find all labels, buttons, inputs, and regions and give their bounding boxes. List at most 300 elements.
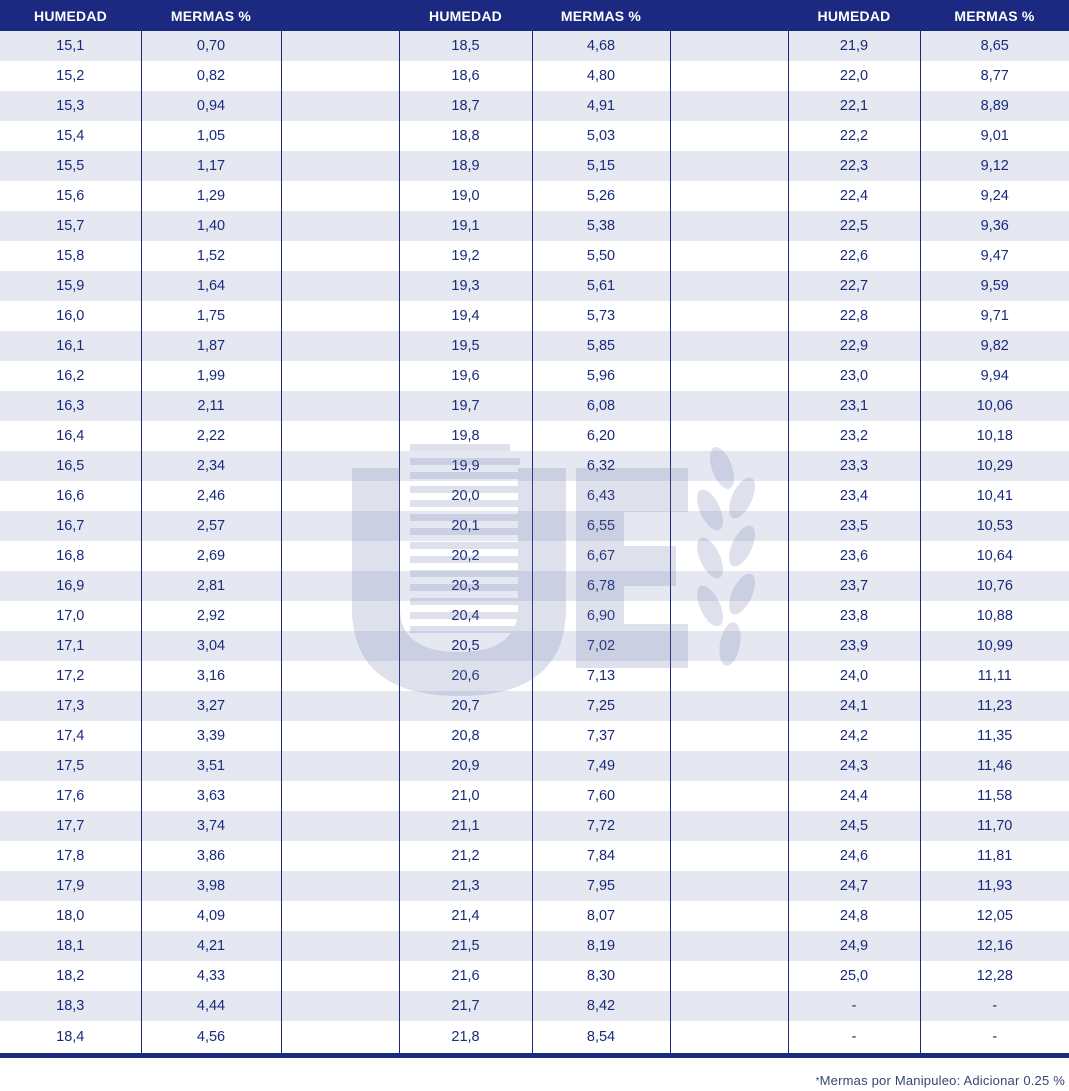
cell-mermas-1: 1,64 bbox=[141, 271, 281, 301]
cell-humedad-2: 21,2 bbox=[399, 841, 532, 871]
table-row bbox=[0, 481, 1069, 511]
spacer-cell-1 bbox=[281, 181, 399, 211]
cell-mermas-1: 2,22 bbox=[141, 421, 281, 451]
cell-humedad-2: 21,0 bbox=[399, 781, 532, 811]
spacer-cell-1 bbox=[281, 271, 399, 301]
cell-mermas-2: 4,68 bbox=[532, 31, 670, 61]
table-row bbox=[0, 751, 1069, 781]
cell-humedad-3: 22,1 bbox=[788, 91, 920, 121]
table-row bbox=[0, 211, 1069, 241]
table-row bbox=[0, 361, 1069, 391]
table-row bbox=[0, 721, 1069, 751]
cell-mermas-3: 9,01 bbox=[920, 121, 1069, 151]
cell-mermas-2: 7,95 bbox=[532, 871, 670, 901]
cell-humedad-3: 24,2 bbox=[788, 721, 920, 751]
cell-mermas-1: 3,27 bbox=[141, 691, 281, 721]
cell-humedad-2: 21,8 bbox=[399, 1021, 532, 1055]
table-row bbox=[0, 301, 1069, 331]
cell-mermas-3: 10,41 bbox=[920, 481, 1069, 511]
cell-humedad-1: 18,2 bbox=[0, 961, 141, 991]
cell-humedad-3: 23,7 bbox=[788, 571, 920, 601]
spacer-cell-2 bbox=[670, 811, 788, 841]
spacer-cell-2 bbox=[670, 61, 788, 91]
spacer-cell-2 bbox=[670, 391, 788, 421]
spacer-cell-2 bbox=[670, 931, 788, 961]
cell-mermas-3: 8,89 bbox=[920, 91, 1069, 121]
cell-mermas-1: 1,87 bbox=[141, 331, 281, 361]
cell-humedad-3: 24,7 bbox=[788, 871, 920, 901]
cell-humedad-1: 17,6 bbox=[0, 781, 141, 811]
cell-humedad-1: 16,4 bbox=[0, 421, 141, 451]
cell-mermas-3: 9,36 bbox=[920, 211, 1069, 241]
cell-humedad-3: 24,3 bbox=[788, 751, 920, 781]
table-row bbox=[0, 241, 1069, 271]
table-row bbox=[0, 31, 1069, 61]
table-row bbox=[0, 841, 1069, 871]
cell-humedad-2: 19,0 bbox=[399, 181, 532, 211]
cell-mermas-2: 6,55 bbox=[532, 511, 670, 541]
column-header-mermas-1: MERMAS % bbox=[141, 0, 281, 31]
cell-mermas-1: 3,51 bbox=[141, 751, 281, 781]
table-row bbox=[0, 781, 1069, 811]
table-row bbox=[0, 421, 1069, 451]
cell-humedad-1: 17,4 bbox=[0, 721, 141, 751]
cell-humedad-2: 19,5 bbox=[399, 331, 532, 361]
cell-humedad-1: 16,0 bbox=[0, 301, 141, 331]
cell-humedad-3: 22,0 bbox=[788, 61, 920, 91]
cell-humedad-3: 22,2 bbox=[788, 121, 920, 151]
cell-mermas-2: 7,60 bbox=[532, 781, 670, 811]
cell-mermas-3: 10,18 bbox=[920, 421, 1069, 451]
table-row bbox=[0, 181, 1069, 211]
spacer-cell-1 bbox=[281, 361, 399, 391]
spacer-cell-1 bbox=[281, 91, 399, 121]
cell-mermas-1: 2,81 bbox=[141, 571, 281, 601]
spacer-cell-2 bbox=[670, 271, 788, 301]
table-row bbox=[0, 571, 1069, 601]
cell-humedad-1: 15,5 bbox=[0, 151, 141, 181]
spacer-cell-2 bbox=[670, 241, 788, 271]
cell-humedad-2: 21,6 bbox=[399, 961, 532, 991]
cell-humedad-2: 20,7 bbox=[399, 691, 532, 721]
cell-humedad-2: 20,0 bbox=[399, 481, 532, 511]
table-row bbox=[0, 451, 1069, 481]
spacer-cell-2 bbox=[670, 841, 788, 871]
spacer-cell-1 bbox=[281, 301, 399, 331]
cell-humedad-2: 20,9 bbox=[399, 751, 532, 781]
cell-humedad-3: 24,6 bbox=[788, 841, 920, 871]
cell-humedad-2: 18,6 bbox=[399, 61, 532, 91]
cell-humedad-1: 17,0 bbox=[0, 601, 141, 631]
column-header-spacer-2 bbox=[670, 0, 788, 31]
spacer-cell-1 bbox=[281, 901, 399, 931]
table-row bbox=[0, 61, 1069, 91]
cell-mermas-3: 11,46 bbox=[920, 751, 1069, 781]
cell-mermas-2: 8,42 bbox=[532, 991, 670, 1021]
cell-humedad-2: 18,9 bbox=[399, 151, 532, 181]
spacer-cell-2 bbox=[670, 451, 788, 481]
column-header-humedad-2: HUMEDAD bbox=[399, 0, 532, 31]
cell-mermas-3: 8,77 bbox=[920, 61, 1069, 91]
cell-mermas-3: 12,05 bbox=[920, 901, 1069, 931]
spacer-cell-1 bbox=[281, 121, 399, 151]
spacer-cell-2 bbox=[670, 721, 788, 751]
spacer-cell-2 bbox=[670, 571, 788, 601]
cell-humedad-3: 23,0 bbox=[788, 361, 920, 391]
table-row bbox=[0, 121, 1069, 151]
spacer-cell-1 bbox=[281, 31, 399, 61]
spacer-cell-1 bbox=[281, 1021, 399, 1055]
cell-mermas-2: 4,91 bbox=[532, 91, 670, 121]
cell-humedad-2: 19,2 bbox=[399, 241, 532, 271]
cell-humedad-2: 20,3 bbox=[399, 571, 532, 601]
cell-mermas-3: 9,94 bbox=[920, 361, 1069, 391]
column-header-mermas-2: MERMAS % bbox=[532, 0, 670, 31]
cell-humedad-3: 24,1 bbox=[788, 691, 920, 721]
cell-mermas-1: 1,05 bbox=[141, 121, 281, 151]
cell-humedad-1: 15,8 bbox=[0, 241, 141, 271]
footnote-text: Mermas por Manipuleo: Adicionar 0.25 % bbox=[819, 1073, 1065, 1088]
cell-mermas-3: 9,59 bbox=[920, 271, 1069, 301]
cell-humedad-3: 23,5 bbox=[788, 511, 920, 541]
cell-mermas-1: 3,86 bbox=[141, 841, 281, 871]
cell-humedad-1: 15,1 bbox=[0, 31, 141, 61]
cell-humedad-1: 16,7 bbox=[0, 511, 141, 541]
spacer-cell-2 bbox=[670, 121, 788, 151]
table-row bbox=[0, 901, 1069, 931]
cell-humedad-1: 16,9 bbox=[0, 571, 141, 601]
spacer-cell-2 bbox=[670, 511, 788, 541]
cell-mermas-3: 10,06 bbox=[920, 391, 1069, 421]
cell-humedad-2: 20,8 bbox=[399, 721, 532, 751]
cell-mermas-2: 6,78 bbox=[532, 571, 670, 601]
cell-humedad-2: 18,5 bbox=[399, 31, 532, 61]
cell-humedad-2: 19,3 bbox=[399, 271, 532, 301]
spacer-cell-2 bbox=[670, 361, 788, 391]
cell-humedad-1: 15,2 bbox=[0, 61, 141, 91]
cell-humedad-1: 16,6 bbox=[0, 481, 141, 511]
table-row bbox=[0, 511, 1069, 541]
cell-humedad-3: 23,4 bbox=[788, 481, 920, 511]
cell-mermas-3: 10,29 bbox=[920, 451, 1069, 481]
cell-mermas-1: 3,98 bbox=[141, 871, 281, 901]
cell-humedad-1: 15,9 bbox=[0, 271, 141, 301]
cell-humedad-1: 18,4 bbox=[0, 1021, 141, 1055]
spacer-cell-1 bbox=[281, 151, 399, 181]
cell-mermas-2: 7,13 bbox=[532, 661, 670, 691]
cell-mermas-3: - bbox=[920, 991, 1069, 1021]
cell-mermas-1: 1,29 bbox=[141, 181, 281, 211]
cell-humedad-1: 17,5 bbox=[0, 751, 141, 781]
cell-mermas-2: 7,37 bbox=[532, 721, 670, 751]
column-header-humedad-3: HUMEDAD bbox=[788, 0, 920, 31]
cell-humedad-1: 17,2 bbox=[0, 661, 141, 691]
spacer-cell-1 bbox=[281, 61, 399, 91]
cell-humedad-2: 19,7 bbox=[399, 391, 532, 421]
spacer-cell-2 bbox=[670, 421, 788, 451]
cell-mermas-1: 1,17 bbox=[141, 151, 281, 181]
cell-mermas-1: 1,99 bbox=[141, 361, 281, 391]
cell-mermas-2: 6,20 bbox=[532, 421, 670, 451]
spacer-cell-1 bbox=[281, 661, 399, 691]
cell-humedad-3: 23,2 bbox=[788, 421, 920, 451]
spacer-cell-1 bbox=[281, 871, 399, 901]
cell-humedad-3: 24,5 bbox=[788, 811, 920, 841]
cell-mermas-3: 11,11 bbox=[920, 661, 1069, 691]
cell-mermas-1: 2,46 bbox=[141, 481, 281, 511]
cell-humedad-2: 20,5 bbox=[399, 631, 532, 661]
cell-mermas-2: 8,30 bbox=[532, 961, 670, 991]
cell-mermas-2: 6,08 bbox=[532, 391, 670, 421]
cell-humedad-3: 22,9 bbox=[788, 331, 920, 361]
cell-humedad-1: 16,3 bbox=[0, 391, 141, 421]
table-row bbox=[0, 601, 1069, 631]
table-row bbox=[0, 1021, 1069, 1055]
spacer-cell-2 bbox=[670, 211, 788, 241]
cell-humedad-3: 22,7 bbox=[788, 271, 920, 301]
table-row bbox=[0, 631, 1069, 661]
table-row bbox=[0, 871, 1069, 901]
cell-mermas-2: 5,15 bbox=[532, 151, 670, 181]
cell-mermas-2: 5,73 bbox=[532, 301, 670, 331]
spacer-cell-2 bbox=[670, 991, 788, 1021]
table-row bbox=[0, 391, 1069, 421]
footnote bbox=[816, 1073, 1065, 1088]
cell-mermas-1: 4,09 bbox=[141, 901, 281, 931]
cell-humedad-1: 17,7 bbox=[0, 811, 141, 841]
spacer-cell-2 bbox=[670, 781, 788, 811]
cell-humedad-2: 19,6 bbox=[399, 361, 532, 391]
column-header-humedad-1: HUMEDAD bbox=[0, 0, 141, 31]
spacer-cell-1 bbox=[281, 631, 399, 661]
spacer-cell-1 bbox=[281, 451, 399, 481]
cell-mermas-1: 1,40 bbox=[141, 211, 281, 241]
spacer-cell-2 bbox=[670, 151, 788, 181]
cell-mermas-2: 5,26 bbox=[532, 181, 670, 211]
cell-humedad-2: 20,1 bbox=[399, 511, 532, 541]
cell-mermas-1: 2,92 bbox=[141, 601, 281, 631]
cell-mermas-2: 5,03 bbox=[532, 121, 670, 151]
spacer-cell-1 bbox=[281, 601, 399, 631]
cell-humedad-1: 18,0 bbox=[0, 901, 141, 931]
cell-humedad-1: 17,1 bbox=[0, 631, 141, 661]
cell-humedad-3: 22,4 bbox=[788, 181, 920, 211]
spacer-cell-1 bbox=[281, 541, 399, 571]
cell-humedad-3: 23,8 bbox=[788, 601, 920, 631]
cell-mermas-3: 11,70 bbox=[920, 811, 1069, 841]
cell-mermas-2: 7,84 bbox=[532, 841, 670, 871]
cell-mermas-1: 2,69 bbox=[141, 541, 281, 571]
spacer-cell-1 bbox=[281, 691, 399, 721]
cell-humedad-3: 24,9 bbox=[788, 931, 920, 961]
cell-humedad-3: 23,1 bbox=[788, 391, 920, 421]
cell-humedad-3: 22,5 bbox=[788, 211, 920, 241]
spacer-cell-2 bbox=[670, 871, 788, 901]
table-row bbox=[0, 151, 1069, 181]
spacer-cell-1 bbox=[281, 721, 399, 751]
cell-humedad-1: 17,9 bbox=[0, 871, 141, 901]
column-header-spacer-1 bbox=[281, 0, 399, 31]
cell-humedad-2: 18,7 bbox=[399, 91, 532, 121]
cell-humedad-2: 19,4 bbox=[399, 301, 532, 331]
cell-mermas-1: 3,04 bbox=[141, 631, 281, 661]
cell-mermas-3: 9,24 bbox=[920, 181, 1069, 211]
cell-mermas-1: 4,21 bbox=[141, 931, 281, 961]
cell-mermas-3: - bbox=[920, 1021, 1069, 1055]
spacer-cell-1 bbox=[281, 331, 399, 361]
cell-mermas-3: 9,12 bbox=[920, 151, 1069, 181]
cell-mermas-2: 7,49 bbox=[532, 751, 670, 781]
cell-humedad-1: 15,3 bbox=[0, 91, 141, 121]
spacer-cell-1 bbox=[281, 751, 399, 781]
spacer-cell-2 bbox=[670, 181, 788, 211]
cell-mermas-2: 7,02 bbox=[532, 631, 670, 661]
cell-mermas-2: 7,72 bbox=[532, 811, 670, 841]
cell-mermas-1: 4,33 bbox=[141, 961, 281, 991]
table-body bbox=[0, 31, 1069, 1055]
cell-humedad-2: 20,6 bbox=[399, 661, 532, 691]
spacer-cell-1 bbox=[281, 841, 399, 871]
cell-mermas-3: 10,76 bbox=[920, 571, 1069, 601]
cell-mermas-2: 5,38 bbox=[532, 211, 670, 241]
cell-mermas-3: 12,16 bbox=[920, 931, 1069, 961]
spacer-cell-2 bbox=[670, 631, 788, 661]
cell-mermas-3: 10,99 bbox=[920, 631, 1069, 661]
cell-mermas-3: 12,28 bbox=[920, 961, 1069, 991]
spacer-cell-1 bbox=[281, 811, 399, 841]
cell-humedad-3: 21,9 bbox=[788, 31, 920, 61]
spacer-cell-2 bbox=[670, 901, 788, 931]
cell-mermas-3: 10,53 bbox=[920, 511, 1069, 541]
cell-mermas-1: 0,70 bbox=[141, 31, 281, 61]
table-row bbox=[0, 811, 1069, 841]
cell-mermas-3: 11,35 bbox=[920, 721, 1069, 751]
cell-humedad-3: 24,0 bbox=[788, 661, 920, 691]
cell-mermas-2: 5,96 bbox=[532, 361, 670, 391]
header-row bbox=[0, 0, 1069, 31]
cell-humedad-1: 18,3 bbox=[0, 991, 141, 1021]
cell-mermas-1: 1,75 bbox=[141, 301, 281, 331]
table-row bbox=[0, 661, 1069, 691]
cell-humedad-3: 24,4 bbox=[788, 781, 920, 811]
spacer-cell-2 bbox=[670, 541, 788, 571]
cell-mermas-2: 5,61 bbox=[532, 271, 670, 301]
cell-humedad-1: 15,7 bbox=[0, 211, 141, 241]
cell-mermas-3: 11,58 bbox=[920, 781, 1069, 811]
cell-mermas-1: 4,44 bbox=[141, 991, 281, 1021]
spacer-cell-2 bbox=[670, 601, 788, 631]
spacer-cell-1 bbox=[281, 961, 399, 991]
cell-mermas-2: 7,25 bbox=[532, 691, 670, 721]
spacer-cell-1 bbox=[281, 421, 399, 451]
spacer-cell-1 bbox=[281, 241, 399, 271]
cell-humedad-1: 16,2 bbox=[0, 361, 141, 391]
spacer-cell-2 bbox=[670, 961, 788, 991]
cell-mermas-3: 8,65 bbox=[920, 31, 1069, 61]
spacer-cell-1 bbox=[281, 511, 399, 541]
cell-humedad-1: 18,1 bbox=[0, 931, 141, 961]
cell-humedad-3: - bbox=[788, 1021, 920, 1055]
spacer-cell-1 bbox=[281, 781, 399, 811]
cell-humedad-1: 16,5 bbox=[0, 451, 141, 481]
cell-mermas-2: 8,19 bbox=[532, 931, 670, 961]
spacer-cell-2 bbox=[670, 481, 788, 511]
cell-mermas-1: 0,82 bbox=[141, 61, 281, 91]
spacer-cell-2 bbox=[670, 331, 788, 361]
cell-mermas-1: 4,56 bbox=[141, 1021, 281, 1055]
cell-humedad-3: 22,3 bbox=[788, 151, 920, 181]
spacer-cell-1 bbox=[281, 211, 399, 241]
cell-humedad-1: 15,6 bbox=[0, 181, 141, 211]
cell-humedad-2: 21,7 bbox=[399, 991, 532, 1021]
cell-mermas-1: 3,16 bbox=[141, 661, 281, 691]
cell-mermas-1: 2,34 bbox=[141, 451, 281, 481]
spacer-cell-2 bbox=[670, 301, 788, 331]
cell-humedad-1: 15,4 bbox=[0, 121, 141, 151]
cell-humedad-2: 21,3 bbox=[399, 871, 532, 901]
cell-mermas-2: 5,50 bbox=[532, 241, 670, 271]
column-header-mermas-3: MERMAS % bbox=[920, 0, 1069, 31]
cell-mermas-3: 11,23 bbox=[920, 691, 1069, 721]
cell-mermas-3: 9,82 bbox=[920, 331, 1069, 361]
spacer-cell-1 bbox=[281, 991, 399, 1021]
cell-humedad-2: 21,5 bbox=[399, 931, 532, 961]
cell-mermas-2: 6,90 bbox=[532, 601, 670, 631]
cell-humedad-2: 19,1 bbox=[399, 211, 532, 241]
spacer-cell-1 bbox=[281, 931, 399, 961]
cell-humedad-1: 16,1 bbox=[0, 331, 141, 361]
cell-mermas-1: 2,57 bbox=[141, 511, 281, 541]
table-row bbox=[0, 541, 1069, 571]
cell-mermas-1: 3,63 bbox=[141, 781, 281, 811]
table-row bbox=[0, 991, 1069, 1021]
cell-mermas-2: 6,67 bbox=[532, 541, 670, 571]
cell-mermas-2: 6,43 bbox=[532, 481, 670, 511]
cell-humedad-2: 19,8 bbox=[399, 421, 532, 451]
footnote-marker: * bbox=[815, 1076, 820, 1087]
table-row bbox=[0, 331, 1069, 361]
cell-mermas-1: 3,39 bbox=[141, 721, 281, 751]
spacer-cell-1 bbox=[281, 571, 399, 601]
cell-mermas-2: 5,85 bbox=[532, 331, 670, 361]
cell-mermas-3: 11,93 bbox=[920, 871, 1069, 901]
cell-humedad-3: 23,3 bbox=[788, 451, 920, 481]
cell-mermas-2: 8,54 bbox=[532, 1021, 670, 1055]
cell-humedad-2: 19,9 bbox=[399, 451, 532, 481]
cell-mermas-1: 0,94 bbox=[141, 91, 281, 121]
cell-humedad-2: 20,2 bbox=[399, 541, 532, 571]
cell-humedad-1: 17,3 bbox=[0, 691, 141, 721]
cell-mermas-1: 3,74 bbox=[141, 811, 281, 841]
spacer-cell-2 bbox=[670, 91, 788, 121]
spacer-cell-2 bbox=[670, 1021, 788, 1055]
cell-humedad-2: 18,8 bbox=[399, 121, 532, 151]
spacer-cell-2 bbox=[670, 691, 788, 721]
cell-mermas-1: 2,11 bbox=[141, 391, 281, 421]
cell-humedad-2: 20,4 bbox=[399, 601, 532, 631]
cell-humedad-3: - bbox=[788, 991, 920, 1021]
cell-humedad-3: 23,6 bbox=[788, 541, 920, 571]
cell-mermas-2: 8,07 bbox=[532, 901, 670, 931]
spacer-cell-2 bbox=[670, 751, 788, 781]
cell-humedad-1: 17,8 bbox=[0, 841, 141, 871]
cell-humedad-3: 24,8 bbox=[788, 901, 920, 931]
table-header bbox=[0, 0, 1069, 31]
cell-mermas-2: 6,32 bbox=[532, 451, 670, 481]
spacer-cell-1 bbox=[281, 481, 399, 511]
cell-humedad-3: 22,6 bbox=[788, 241, 920, 271]
cell-mermas-3: 10,64 bbox=[920, 541, 1069, 571]
